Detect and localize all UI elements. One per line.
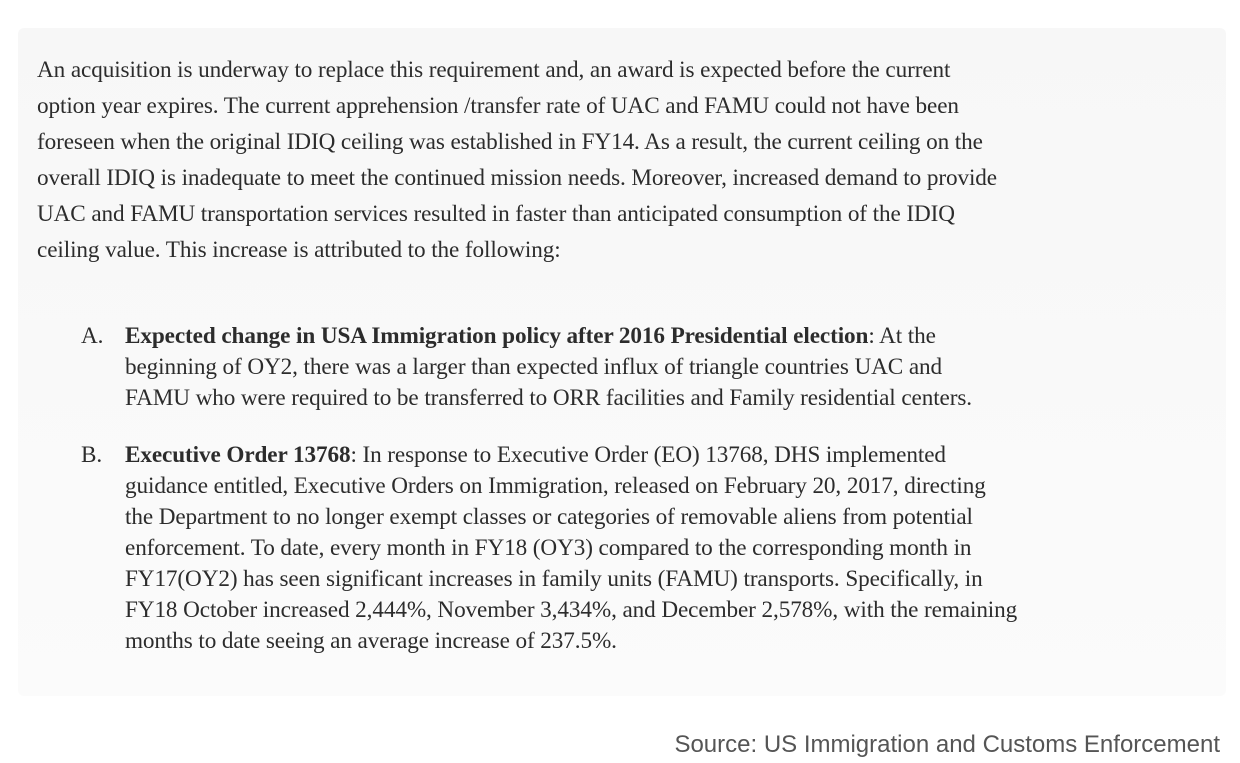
- list-item-line: guidance entitled, Executive Orders on Immigration, released on February 20, 2017, directing: [125, 473, 986, 499]
- list-item-text: [125, 321, 1222, 414]
- intro-line: An acquisition is underway to replace this requirement and, an award is expected before the current: [37, 57, 951, 83]
- list-item-title: Executive Order 13768: [125, 442, 351, 468]
- list-item-text: [125, 440, 1222, 657]
- list-item-b: [37, 440, 1222, 657]
- intro-line: ceiling value. This increase is attributed to the following:: [37, 237, 561, 263]
- list-item-first-line-rest: : At the: [868, 323, 936, 349]
- intro-line: option year expires. The current apprehension /transfer rate of UAC and FAMU could not have been: [37, 93, 959, 119]
- list-marker: A.: [81, 323, 104, 349]
- list-item-first-line-rest: : In response to Executive Order (EO) 13768, DHS implemented: [350, 442, 946, 468]
- list-item-first-line: [125, 321, 1222, 352]
- intro-line: overall IDIQ is inadequate to meet the continued mission needs. Moreover, increased demand to provide: [37, 165, 997, 191]
- list-item-line: FY18 October increased 2,444%, November 3,434%, and December 2,578%, with the remaining: [125, 597, 1018, 623]
- list-item-line: enforcement. To date, every month in FY18 (OY3) compared to the corresponding month in: [125, 535, 972, 561]
- document-body: [37, 52, 1222, 657]
- list-item-a: [37, 321, 1222, 414]
- list-item-line: FAMU who were required to be transferred to ORR facilities and Family residential centers.: [125, 385, 972, 411]
- list-item-first-line: [125, 440, 1222, 471]
- list-item-title: Expected change in USA Immigration policy after 2016 Presidential election: [125, 323, 869, 349]
- intro-line: foreseen when the original IDIQ ceiling was established in FY14. As a result, the current ceiling on the: [37, 129, 983, 155]
- list-item-line: the Department to no longer exempt classes or categories of removable aliens from potential: [125, 504, 973, 530]
- reasons-list: [37, 321, 1222, 657]
- list-item-line: months to date seeing an average increase of 237.5%.: [125, 628, 617, 654]
- list-marker: B.: [81, 442, 103, 468]
- intro-paragraph: [37, 52, 1222, 268]
- list-item-line: FY17(OY2) has seen significant increases in family units (FAMU) transports. Specifically, in: [125, 566, 983, 592]
- source-credit: Source: US Immigration and Customs Enforcement: [674, 731, 1220, 758]
- list-item-line: beginning of OY2, there was a larger than expected influx of triangle countries UAC and: [125, 354, 942, 380]
- intro-line: UAC and FAMU transportation services resulted in faster than anticipated consumption of the IDIQ: [37, 201, 955, 227]
